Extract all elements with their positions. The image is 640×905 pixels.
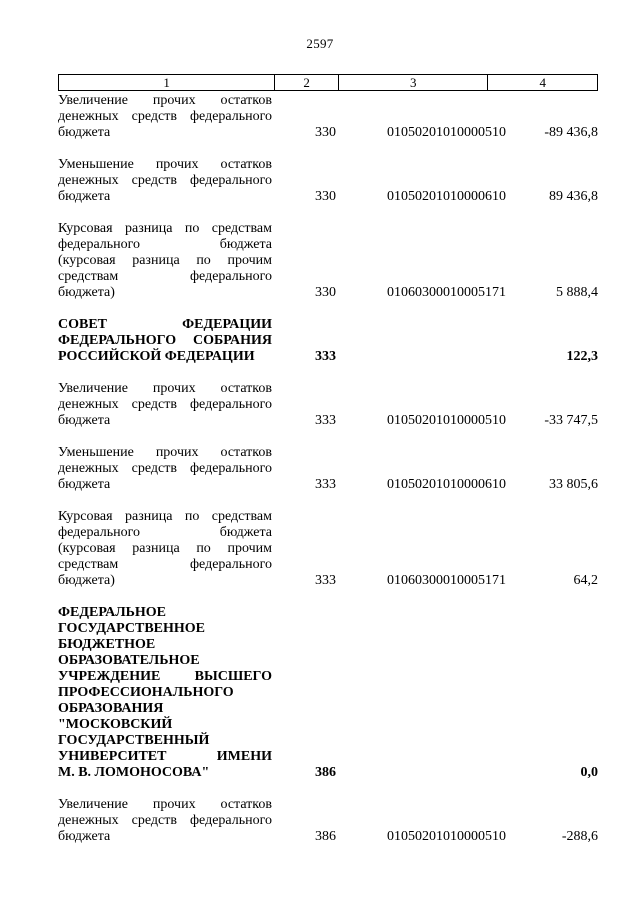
row-description bbox=[58, 445, 272, 493]
description-line: Уменьшение прочих остатков bbox=[58, 445, 272, 460]
row-code: 333 bbox=[315, 349, 336, 364]
description-line: денежных средств федерального bbox=[58, 173, 272, 188]
description-line: Курсовая разница по средствам bbox=[58, 509, 272, 524]
description-line: бюджета bbox=[58, 189, 111, 204]
table-row bbox=[58, 157, 598, 205]
description-line: М. В. ЛОМОНОСОВА" bbox=[58, 765, 210, 780]
description-line: Увеличение прочих остатков bbox=[58, 381, 272, 396]
description-line: БЮДЖЕТНОЕ bbox=[58, 637, 156, 652]
row-description bbox=[58, 605, 272, 781]
table-row bbox=[58, 605, 598, 781]
row-kbk: 01060300010005171 bbox=[387, 573, 506, 588]
description-line: УНИВЕРСИТЕТ ИМЕНИ bbox=[58, 749, 272, 764]
description-line: Курсовая разница по средствам bbox=[58, 221, 272, 236]
row-code: 330 bbox=[315, 285, 336, 300]
table-body bbox=[58, 93, 598, 861]
page-number: 2597 bbox=[306, 36, 334, 51]
description-line: денежных средств федерального bbox=[58, 461, 272, 476]
description-line: федерального бюджета bbox=[58, 525, 272, 540]
table-row bbox=[58, 381, 598, 429]
description-line: денежных средств федерального bbox=[58, 813, 272, 828]
row-description bbox=[58, 381, 272, 429]
description-line: ФЕДЕРАЛЬНОГО СОБРАНИЯ bbox=[58, 333, 272, 348]
description-line: УЧРЕЖДЕНИЕ ВЫСШЕГО bbox=[58, 669, 272, 684]
row-description bbox=[58, 797, 272, 845]
row-description bbox=[58, 509, 272, 589]
row-kbk: 01050201010000510 bbox=[387, 829, 506, 844]
row-amount: 0,0 bbox=[580, 765, 598, 780]
row-description bbox=[58, 93, 272, 141]
row-description bbox=[58, 157, 272, 205]
row-amount: 5 888,4 bbox=[556, 285, 598, 300]
row-kbk: 01050201010000510 bbox=[387, 413, 506, 428]
table-row bbox=[58, 317, 598, 365]
table-row bbox=[58, 509, 598, 589]
row-kbk: 01050201010000610 bbox=[387, 189, 506, 204]
table-row bbox=[58, 93, 598, 141]
column-header-1: 1 bbox=[163, 75, 170, 90]
row-amount: 89 436,8 bbox=[549, 189, 598, 204]
row-amount: 33 805,6 bbox=[549, 477, 598, 492]
description-line: СОВЕТ ФЕДЕРАЦИИ bbox=[58, 317, 272, 332]
description-line: (курсовая разница по прочим bbox=[58, 541, 272, 556]
description-line: ФЕДЕРАЛЬНОЕ bbox=[58, 605, 167, 620]
description-line: бюджета bbox=[58, 477, 111, 492]
description-line: федерального бюджета bbox=[58, 237, 272, 252]
row-kbk: 01050201010000510 bbox=[387, 125, 506, 140]
description-line: "МОСКОВСКИЙ bbox=[58, 717, 173, 732]
row-code: 386 bbox=[315, 829, 336, 844]
row-code: 333 bbox=[315, 413, 336, 428]
row-kbk: 01050201010000610 bbox=[387, 477, 506, 492]
row-code: 330 bbox=[315, 189, 336, 204]
description-line: денежных средств федерального bbox=[58, 109, 272, 124]
row-description bbox=[58, 221, 272, 301]
description-line: (курсовая разница по прочим bbox=[58, 253, 272, 268]
row-amount: 64,2 bbox=[573, 573, 598, 588]
description-line: бюджета) bbox=[58, 285, 115, 300]
description-line: денежных средств федерального bbox=[58, 397, 272, 412]
row-code: 330 bbox=[315, 125, 336, 140]
description-line: средствам федерального bbox=[58, 557, 272, 572]
description-line: бюджета) bbox=[58, 573, 115, 588]
table-header bbox=[58, 74, 598, 91]
column-header-4: 4 bbox=[487, 75, 597, 90]
row-kbk: 01060300010005171 bbox=[387, 285, 506, 300]
description-line: Увеличение прочих остатков bbox=[58, 93, 272, 108]
description-line: бюджета bbox=[58, 125, 111, 140]
description-line: ПРОФЕССИОНАЛЬНОГО bbox=[58, 685, 234, 700]
description-line: Увеличение прочих остатков bbox=[58, 797, 272, 812]
table-row bbox=[58, 797, 598, 845]
row-code: 333 bbox=[315, 573, 336, 588]
description-line: бюджета bbox=[58, 829, 111, 844]
table-row bbox=[58, 445, 598, 493]
row-amount: -288,6 bbox=[561, 829, 598, 844]
description-line: ОБРАЗОВАТЕЛЬНОЕ bbox=[58, 653, 200, 668]
row-code: 333 bbox=[315, 477, 336, 492]
description-line: ГОСУДАРСТВЕННЫЙ bbox=[58, 733, 210, 748]
description-line: бюджета bbox=[58, 413, 111, 428]
row-code: 386 bbox=[315, 765, 336, 780]
description-line: РОССИЙСКОЙ ФЕДЕРАЦИИ bbox=[58, 349, 255, 364]
row-amount: -89 436,8 bbox=[544, 125, 598, 140]
description-line: ОБРАЗОВАНИЯ bbox=[58, 701, 164, 716]
description-line: Уменьшение прочих остатков bbox=[58, 157, 272, 172]
column-header-2: 2 bbox=[274, 75, 338, 90]
row-amount: -33 747,5 bbox=[544, 413, 598, 428]
row-description bbox=[58, 317, 272, 365]
column-header-3: 3 bbox=[338, 75, 487, 90]
description-line: средствам федерального bbox=[58, 269, 272, 284]
table-row bbox=[58, 221, 598, 301]
row-amount: 122,3 bbox=[566, 349, 598, 364]
description-line: ГОСУДАРСТВЕННОЕ bbox=[58, 621, 205, 636]
